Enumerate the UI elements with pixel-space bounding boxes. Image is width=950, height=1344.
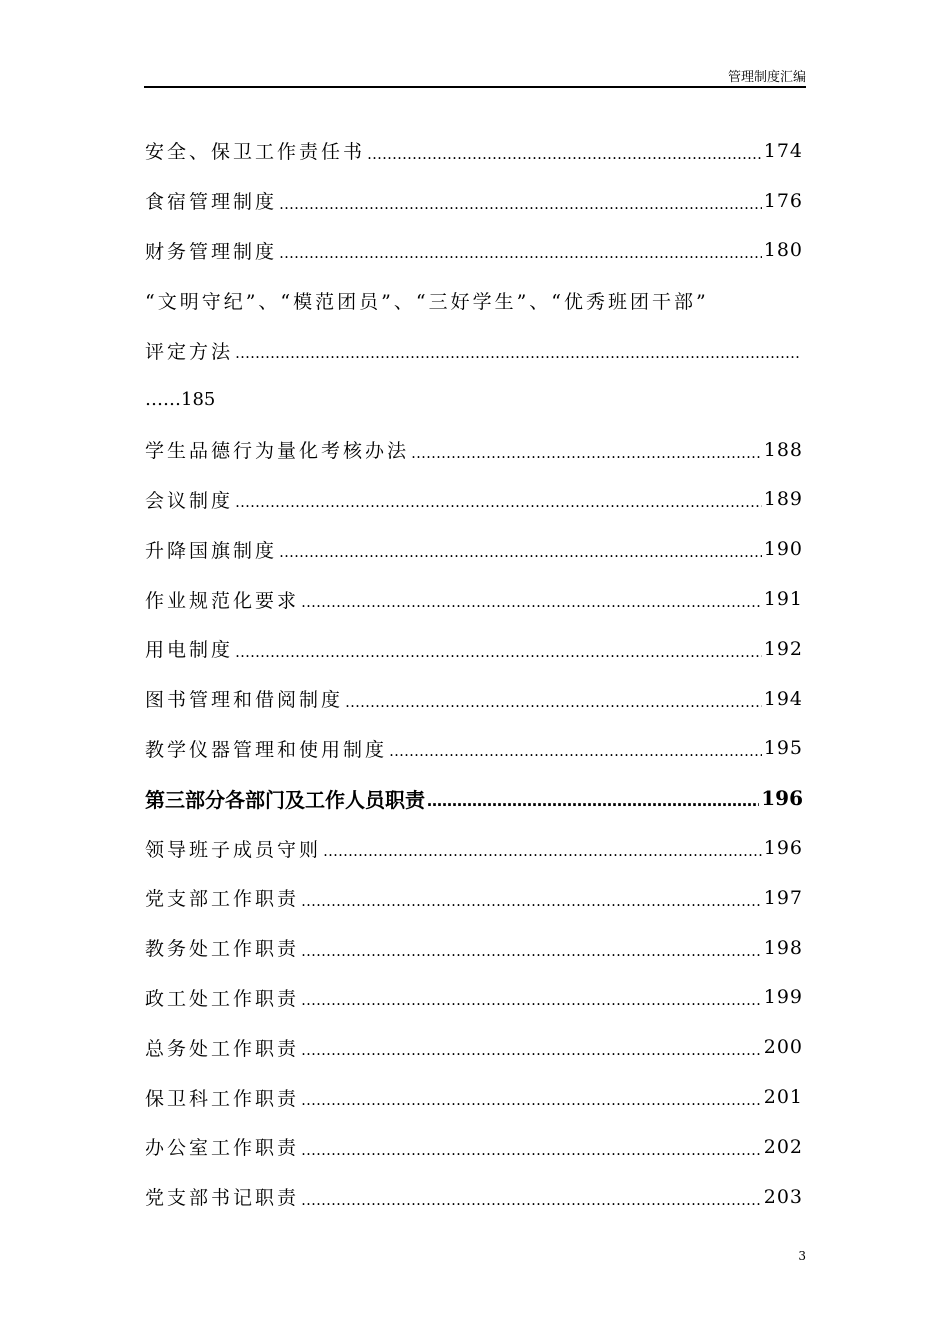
toc-entry-title: 教务处工作职责 <box>145 938 300 961</box>
toc-page-number: 203 <box>763 1185 803 1208</box>
toc-entry[interactable] <box>145 1172 803 1222</box>
dot-leader <box>323 842 762 860</box>
toc-page-number: 189 <box>763 488 803 511</box>
dot-leader <box>301 1091 762 1109</box>
toc-entry-title: 办公室工作职责 <box>145 1137 300 1160</box>
toc-entry-title: 教学仪器管理和使用制度 <box>145 738 388 761</box>
toc-entry[interactable] <box>145 674 803 724</box>
toc-entry-title: ……185 <box>145 389 216 411</box>
toc-entry[interactable] <box>145 275 803 325</box>
toc-entry[interactable] <box>145 724 803 774</box>
toc-page-number: 195 <box>763 737 803 760</box>
toc-entry[interactable] <box>145 126 803 176</box>
toc-entry-title: 保卫科工作职责 <box>145 1087 300 1110</box>
toc-entry-title: 党支部书记职责 <box>145 1187 300 1210</box>
toc-entry[interactable] <box>145 325 803 375</box>
dot-leader <box>427 792 759 810</box>
dot-leader <box>279 195 762 213</box>
toc-entry-title: 升降国旗制度 <box>145 539 278 562</box>
dot-leader <box>301 1141 762 1159</box>
toc-entry-title: 食宿管理制度 <box>145 191 278 214</box>
toc-page-number: 202 <box>763 1135 803 1158</box>
toc-entry[interactable] <box>145 823 803 873</box>
toc-section-heading[interactable] <box>145 773 803 823</box>
dot-leader <box>279 244 762 262</box>
toc-entry[interactable] <box>145 1122 803 1172</box>
dot-leader <box>235 493 762 511</box>
toc-page-number: 199 <box>763 986 803 1009</box>
toc-page-number: 197 <box>763 886 803 909</box>
toc-entry[interactable] <box>145 475 803 525</box>
toc-entry[interactable] <box>145 923 803 973</box>
dot-leader <box>235 344 801 362</box>
toc-page-number: 196 <box>761 786 803 811</box>
toc-entry[interactable] <box>145 425 803 475</box>
toc-page-number: 196 <box>763 837 803 860</box>
page-number: 3 <box>798 1249 806 1263</box>
dot-leader <box>389 742 762 760</box>
toc-page-number: 192 <box>763 637 803 660</box>
dot-leader <box>301 1041 762 1059</box>
toc-page-number: 194 <box>763 687 803 710</box>
toc-entry-title: 财务管理制度 <box>145 240 278 263</box>
dot-leader <box>301 942 762 960</box>
toc-page-number: 200 <box>763 1036 803 1059</box>
toc-entry[interactable] <box>145 973 803 1023</box>
toc-entry-title: 评定方法 <box>145 340 234 363</box>
toc-entry-title: 总务处工作职责 <box>145 1037 300 1060</box>
dot-leader <box>367 145 762 163</box>
toc-entry[interactable] <box>145 1022 803 1072</box>
toc-page-number: 198 <box>763 936 803 959</box>
header-rule <box>144 86 806 88</box>
toc-page-number: 176 <box>763 189 803 212</box>
toc-entry-title: 党支部工作职责 <box>145 888 300 911</box>
toc-entry[interactable] <box>145 624 803 674</box>
table-of-contents <box>145 126 803 1222</box>
toc-entry-title: 用电制度 <box>145 639 234 662</box>
running-header: 管理制度汇编 <box>727 70 806 85</box>
toc-entry-title: 作业规范化要求 <box>145 589 300 612</box>
toc-entry-title: 安全、保卫工作责任书 <box>145 141 366 164</box>
toc-entry[interactable] <box>145 176 803 226</box>
toc-entry[interactable] <box>145 375 803 425</box>
toc-entry-title: 会议制度 <box>145 489 234 512</box>
toc-entry[interactable] <box>145 873 803 923</box>
dot-leader <box>345 693 762 711</box>
toc-entry-title: 领导班子成员守则 <box>145 838 322 861</box>
toc-entry-title: 图书管理和借阅制度 <box>145 689 344 712</box>
toc-page-number: 190 <box>763 538 803 561</box>
dot-leader <box>301 593 762 611</box>
toc-entry-title: 政工处工作职责 <box>145 987 300 1010</box>
toc-page-number: 201 <box>763 1086 803 1109</box>
dot-leader <box>301 1191 762 1209</box>
toc-entry-title: “文明守纪”、“模范团员”、“三好学生”、“优秀班团干部” <box>145 290 709 313</box>
toc-entry-title: 学生品德行为量化考核办法 <box>145 440 410 463</box>
toc-page-number: 188 <box>763 438 803 461</box>
dot-leader <box>235 643 762 661</box>
dot-leader <box>301 892 762 910</box>
toc-entry[interactable] <box>145 524 803 574</box>
toc-page-number: 191 <box>763 588 803 611</box>
toc-entry[interactable] <box>145 1072 803 1122</box>
toc-page-number: 174 <box>763 139 803 162</box>
toc-entry[interactable] <box>145 226 803 276</box>
toc-entry-title: 第三部分各部门及工作人员职责 <box>145 787 425 812</box>
dot-leader <box>279 543 762 561</box>
toc-entry[interactable] <box>145 574 803 624</box>
dot-leader <box>301 991 762 1009</box>
toc-page-number: 180 <box>763 239 803 262</box>
dot-leader <box>411 444 762 462</box>
